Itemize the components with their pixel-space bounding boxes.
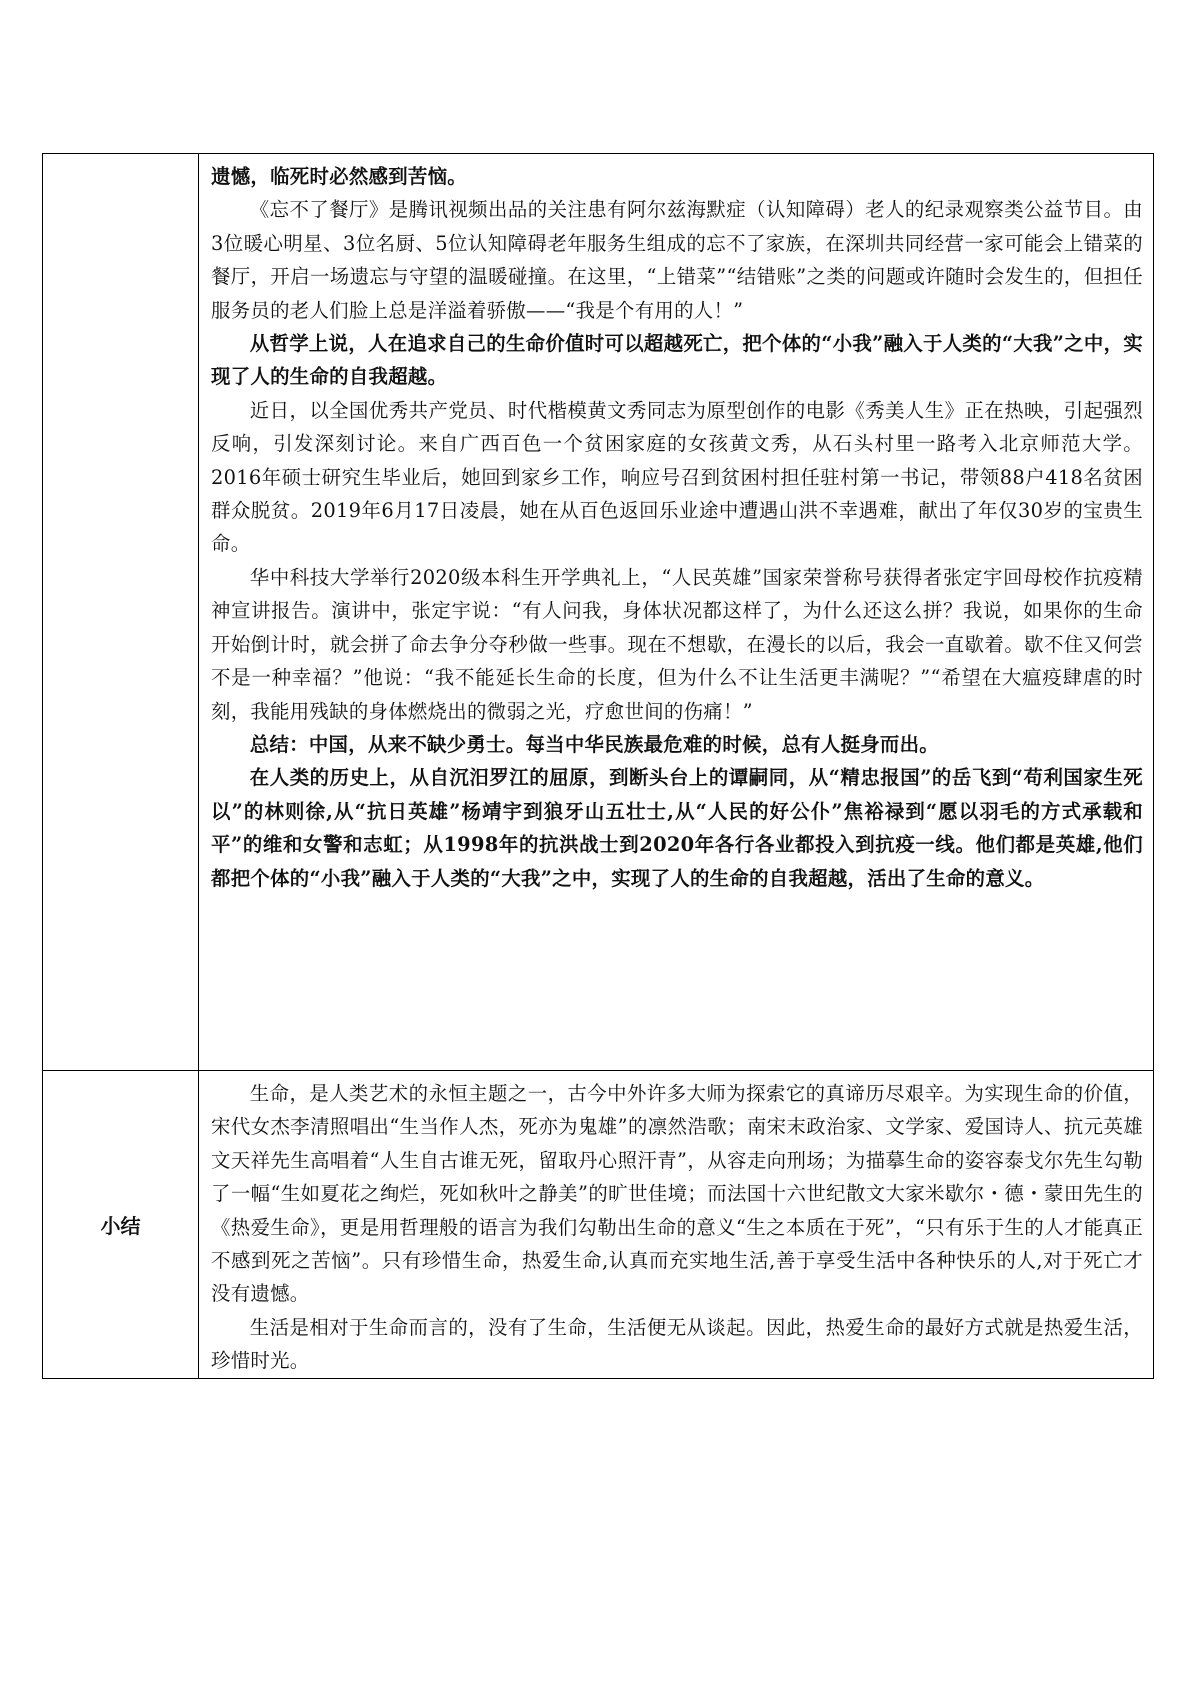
paragraph: 近日，以全国优秀共产党员、时代楷模黄文秀同志为原型创作的电影《秀美人生》正在热映，引起强烈反响，引发深刻讨论。来自广西百色一个贫困家庭的女孩黄文秀，从石头村里一路考入北京师范大学。2016年硕士研究生毕业后，她回到家乡工作，响应号召到贫困村担任驻村第一书记，带领88户418名贫困群众脱贫。2019年6月17日凌晨，她在从百色返回乐业途中遭遇山洪不幸遇难，献出了年仅30岁的宝贵生命。 bbox=[211, 398, 1143, 556]
row-content bbox=[199, 154, 1154, 1071]
lesson-table bbox=[42, 153, 1154, 1379]
paragraph: 《忘不了餐厅》是腾讯视频出品的关注患有阿尔兹海默症（认知障碍）老人的纪录观察类公益节目。由3位暖心明星、3位名厨、5位认知障碍老年服务生组成的忘不了家族，在深圳共同经营一家可能会上错菜的餐厅，开启一场遗忘与守望的温暖碰撞。在这里，“上错菜”“结错账”之类的问题或许随时会发生的，但担任服务员的老人们脸上总是洋溢着骄傲——“我是个有用的人！” bbox=[211, 198, 1143, 322]
table-row bbox=[43, 154, 1154, 1071]
paragraph: 华中科技大学举行2020级本科生开学典礼上，“人民英雄”国家荣誉称号获得者张定宇回母校作抗疫精神宣讲报告。演讲中，张定宇说：“有人问我，身体状况都这样了，为什么还这么拼？我说，如果你的生命开始倒计时，就会拼了命去争分夺秒做一些事。现在不想歇，在漫长的以后，我会一直歇着。歇不住又何尝不是一种幸福？”他说：“我不能延长生命的长度，但为什么不让生活更丰满呢？”“希望在大瘟疫肆虐的时刻，我能用残缺的身体燃烧出的微弱之光，疗愈世间的伤痛！” bbox=[211, 565, 1143, 723]
table-row bbox=[43, 1071, 1154, 1379]
paragraph: 总结：中国，从来不缺少勇士。每当中华民族最危难的时候，总有人挺身而出。 bbox=[249, 732, 939, 756]
paragraph: 在人类的历史上，从自沉汨罗江的屈原，到断头台上的谭嗣同，从“精忠报国”的岳飞到“苟利国家生死以”的林则徐,从“抗日英雄”杨靖宇到狼牙山五壮士,从“人民的好公仆”焦裕禄到“愿以羽毛的方式承载和平”的维和女警和志虹；从1998年的抗洪战士到2020年各行各业都投入到抗疫一线。他们都是英雄,他们都把个体的“小我”融入于人类的“大我”之中，实现了人的生命的自我超越，活出了生命的意义。 bbox=[211, 766, 1143, 890]
row-content bbox=[199, 1071, 1154, 1379]
row-label bbox=[43, 154, 199, 1071]
summary-label: 小结 bbox=[43, 1071, 199, 1379]
paragraph: 遗憾，临死时必然感到苦恼。 bbox=[211, 165, 467, 188]
paragraph: 生活是相对于生命而言的，没有了生命，生活便无从谈起。因此，热爱生命的最好方式就是热爱生活，珍惜时光。 bbox=[211, 1315, 1143, 1373]
paragraph: 从哲学上说，人在追求自己的生命价值时可以超越死亡，把个体的“小我”融入于人类的“大我”之中，实现了人的生命的自我超越。 bbox=[211, 332, 1143, 389]
paragraph: 生命，是人类艺术的永恒主题之一，古今中外许多大师为探索它的真谛历尽艰辛。为实现生命的价值，宋代女杰李清照唱出“生当作人杰，死亦为鬼雄”的凛然浩歌；南宋末政治家、文学家、爱国诗人、抗元英雄文天祥先生高唱着“人生自古谁无死，留取丹心照汗青”，从容走向刑场；为描摹生命的姿容泰戈尔先生勾勒了一幅“生如夏花之绚烂，死如秋叶之静美”的旷世佳境；而法国十六世纪散文大家米歇尔・德・蒙田先生的《热爱生命》，更是用哲理般的语言为我们勾勒出生命的意义“生之本质在于死”，“只有乐于生的人才能真正不感到死之苦恼”。只有珍惜生命，热爱生命,认真而充实地生活,善于享受生活中各种快乐的人,对于死亡才没有遗憾。 bbox=[211, 1082, 1143, 1306]
